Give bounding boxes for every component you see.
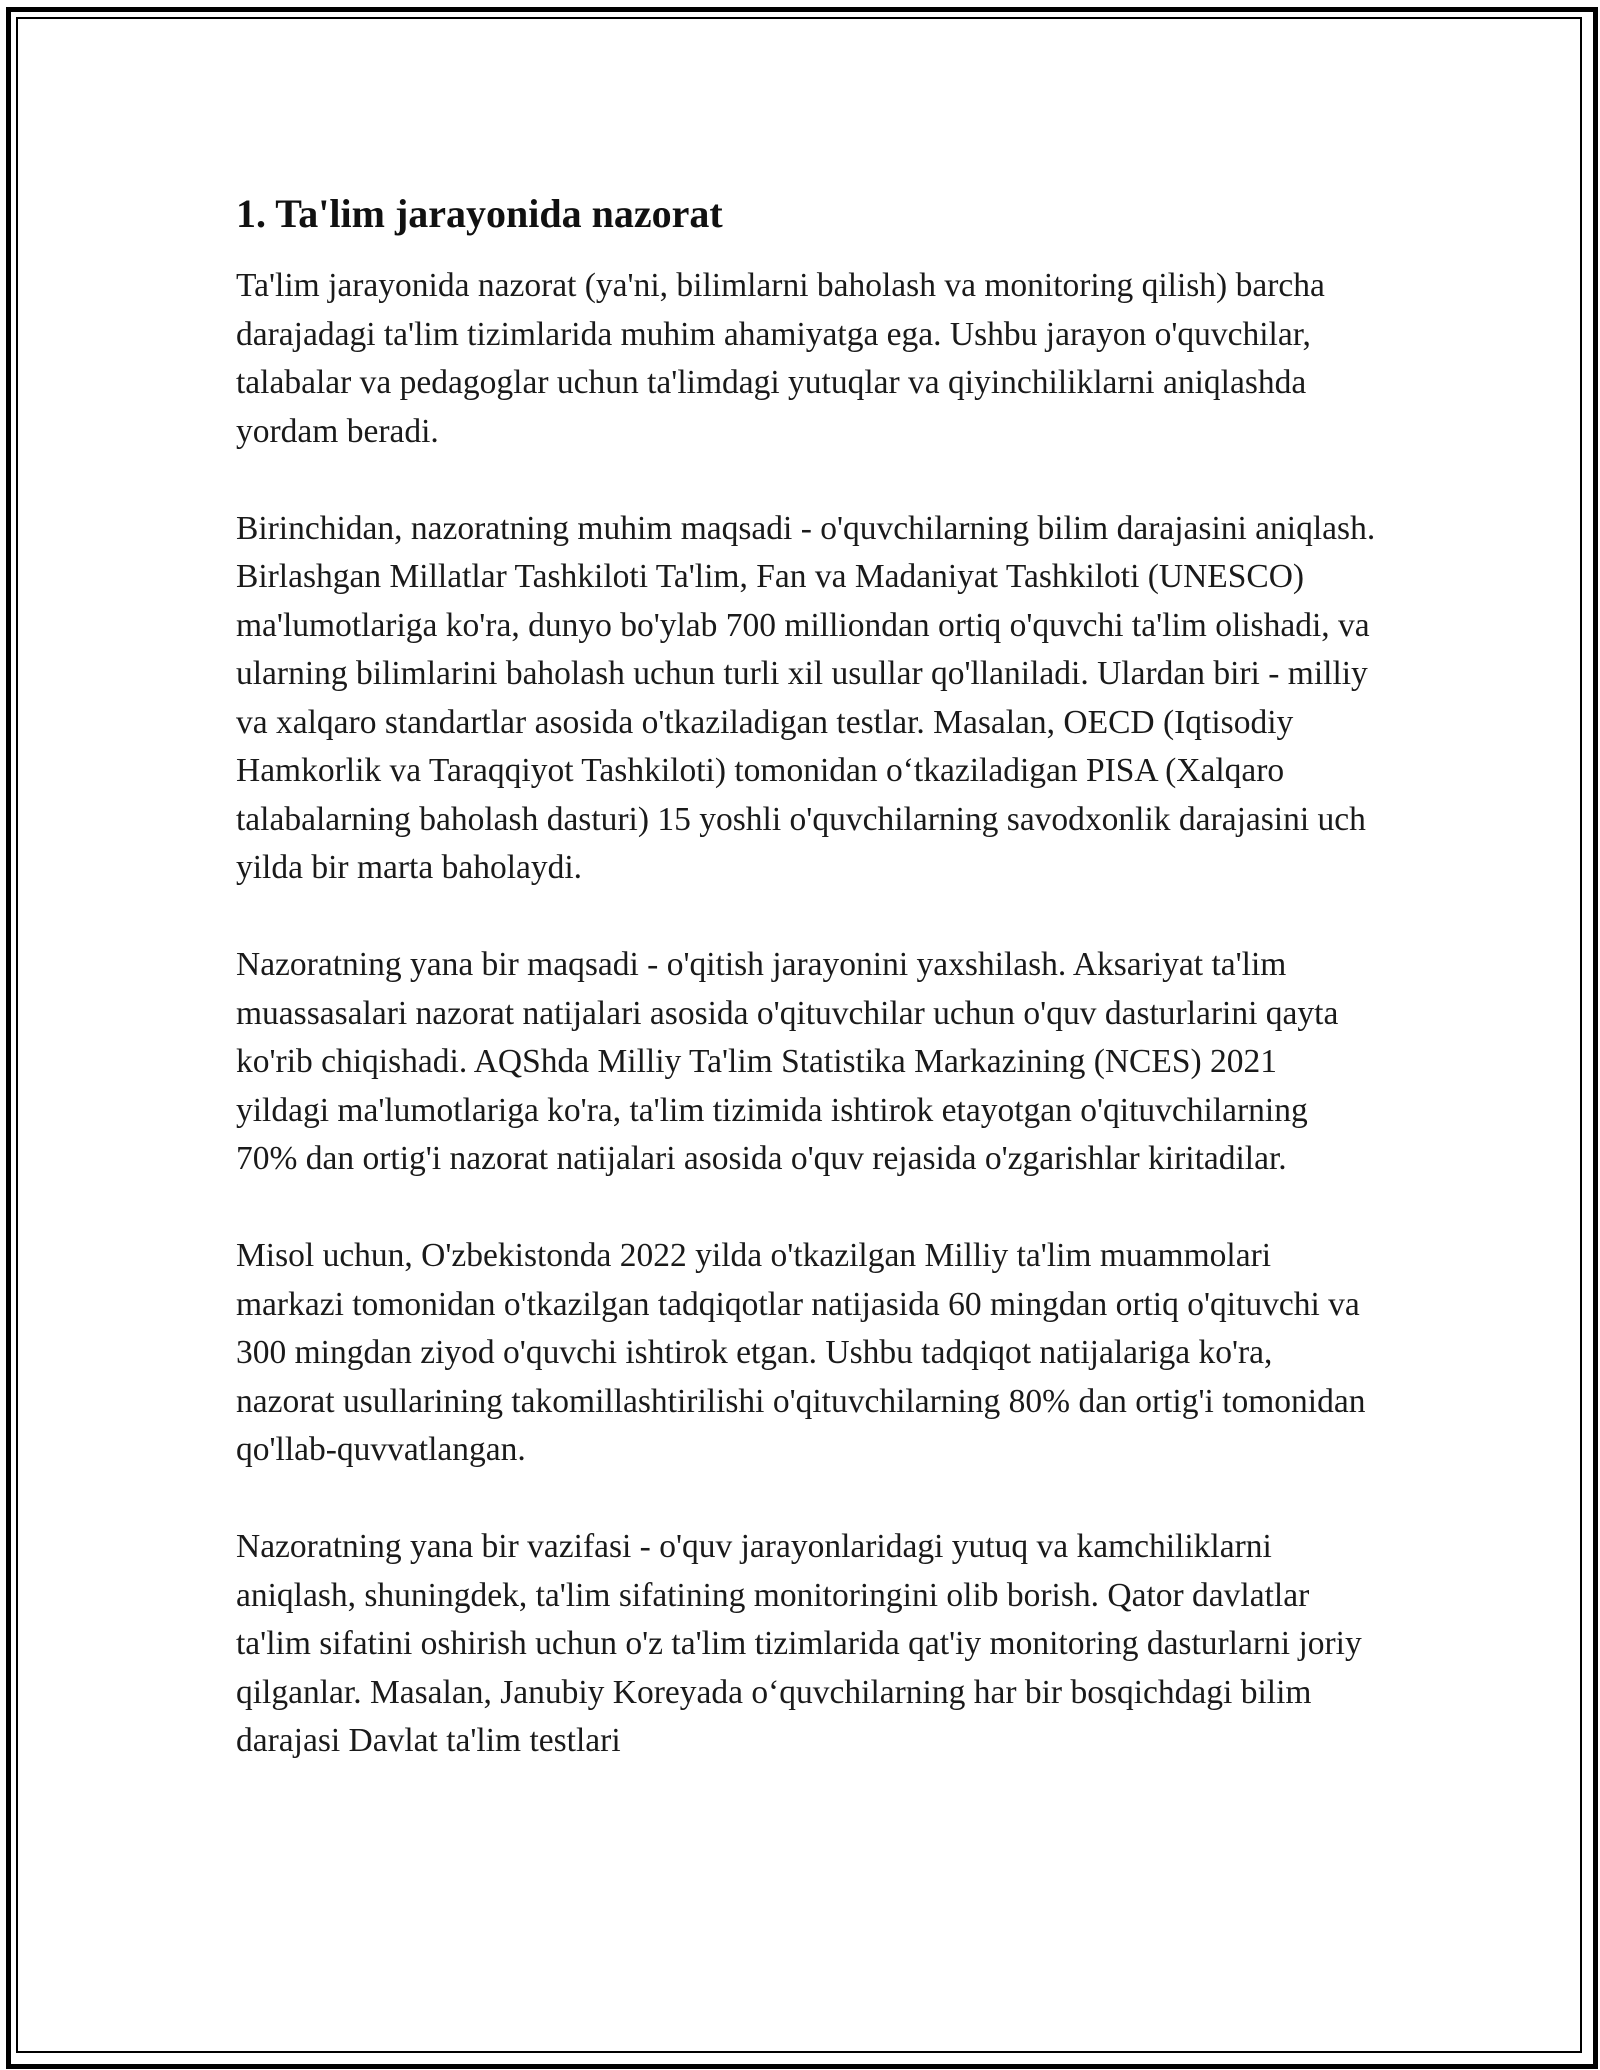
document-body — [236, 186, 1376, 1814]
paragraph-intro: Ta'lim jarayonida nazorat (ya'ni, bilimlarni baholash va monitoring qilish) barcha darajadagi ta'lim tizimlarida muhim ahamiyatga ega. Ushbu jarayon o'quvchilar, talabalar va pedagoglar uchun ta'limdagi yutuqlar va qiyinchiliklarni aniqlashda yordam beradi. — [236, 267, 1325, 450]
paragraph-uzbekistan-example: Misol uchun, O'zbekistonda 2022 yilda o'tkazilgan Milliy ta'lim muammolari markazi tomonidan o'tkazilgan tadqiqotlar natijasida 60 mingdan ortiq o'qituvchi va 300 mingdan ziyod o'quvchi ishtirok etgan. Ushbu tadqiqot natijalariga ko'ra, nazorat usullarining takomillashtirilishi o'qituvchilarning 80% dan ortig'i tomonidan qo'llab-quvvatlangan. — [236, 1237, 1366, 1468]
paragraph-teaching-improvement: Nazoratning yana bir maqsadi - o'qitish jarayonini yaxshilash. Aksariyat ta'lim muassasalari nazorat natijalari asosida o'qituvchilar uchun o'quv dasturlarini qayta ko'rib chiqishadi. AQShda Milliy Ta'lim Statistika Markazining (NCES) 2021 yildagi ma'lumotlariga ko'ra, ta'lim tizimida ishtirok etayotgan o'qituvchilarning 70% dan ortig'i nazorat natijalari asosida o'quv rejasida o'zgarishlar kiritadilar. — [236, 946, 1339, 1177]
paragraph-monitoring: Nazoratning yana bir vazifasi - o'quv jarayonlaridagi yutuq va kamchiliklarni aniqlash, shuningdek, ta'lim sifatining monitoringini olib borish. Qator davlatlar ta'lim sifatini oshirish uchun o'z ta'lim tizimlarida qat'iy monitoring dasturlarni joriy qilganlar. Masalan, Janubiy Koreyada o‘quvchilarning har bir bosqichdagi bilim darajasi Davlat ta'lim testlari — [236, 1528, 1362, 1759]
section-heading: 1. Ta'lim jarayonida nazorat — [236, 191, 723, 236]
paragraph-knowledge-level: Birinchidan, nazoratning muhim maqsadi - o'quvchilarning bilim darajasini aniqlash. Birlashgan Millatlar Tashkiloti Ta'lim, Fan va Madaniyat Tashkiloti (UNESCO) ma'lumotlariga ko'ra, dunyo bo'ylab 700 milliondan ortiq o'quvchi ta'lim olishadi, va ularning bilimlarini baholash uchun turli xil usullar qo'llaniladi. Ulardan biri - milliy va xalqaro standartlar asosida o'tkaziladigan testlar. Masalan, OECD (Iqtisodiy Hamkorlik va Taraqqiyot Tashkiloti) tomonidan o‘tkaziladigan PISA (Xalqaro talabalarning baholash dasturi) 15 yoshli o'quvchilarning savodxonlik darajasini uch yilda bir marta baholaydi. — [236, 509, 1376, 886]
